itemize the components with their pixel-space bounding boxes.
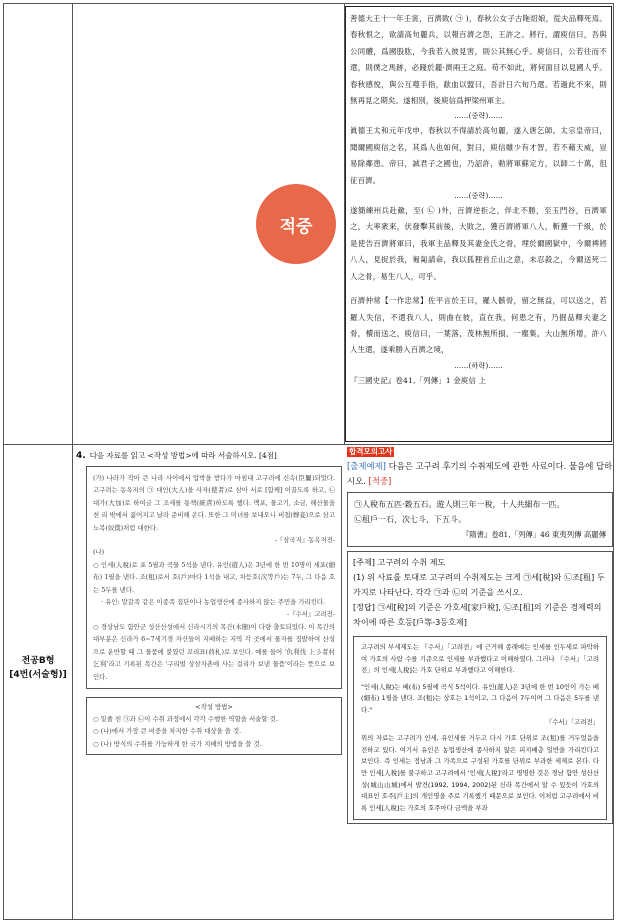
mock-answer: [정답] ㉠세[稅]의 기준은 가호세[家戶稅], ㉡조[租]의 기준은 경제력의 차이에 따른 호등[戶等-3등호제] xyxy=(353,602,602,627)
hit-label: [적중] xyxy=(368,476,392,486)
exam-question xyxy=(76,450,342,920)
passage-ga-citation: -『삼국지』동옥저전- xyxy=(274,536,335,545)
source-citation: 『三國史記』卷41,「列傳」1 金庾信 上 xyxy=(350,375,487,385)
passage-na-note: · 유인: 말갈족 같은 이종족 집단이나 농업생산에 종사하지 않는 주민을 가리킨다. xyxy=(101,598,326,607)
left-column-divider xyxy=(72,4,73,919)
question-header xyxy=(76,450,342,462)
mock-source-box xyxy=(347,492,613,547)
explanation-quote: "인세(人稅)는 베(布) 5필에 곡식 5석이다. 유인(遊人)은 3년에 한 번 10인이 가는 베(細布) 1필을 낸다. 조(租)는 상호는 1석이고, 그 다음이 7두이며 그 다음은 5두를 낸다." xyxy=(361,682,599,714)
mock-exam-tag: 합격모의고사 xyxy=(349,447,393,456)
explanation-citation: 『수서』「고려전」 xyxy=(545,717,599,726)
passage-na: ○ 인세(人稅)로 포 5필과 곡물 5석을 낸다. 유인(遊人)은 3년에 한 번 10명이 세포(細布) 1필을 낸다. 조(租)로서 호(戶)마다 1석을 내고, 차등호(次等戶)는 7두, 그 다음 호는 5두를 낸다. xyxy=(93,560,335,594)
mock-topic: [주제] 고구려의 수취 제도 xyxy=(353,557,446,567)
passage-na-label: (나) xyxy=(93,548,105,557)
mock-exam xyxy=(347,447,613,921)
omission-mark: ……(중략)…… xyxy=(454,112,503,121)
explanation-paragraph: 위의 자료는 고구려가 인세, 유인세를 거두고 다시 가호 단위로 조(租)를 거두었음을 전하고 있다. 여기서 유인은 농업생산에 종사하지 않은 피지배층 일반을 가리킨다고 보인다. 즉 인세는 정남과 그 가족으로 구성된 가호를 단위로 부과한 세제로 본다. 다만 인세[人稅]를 불구하고 고구려에서 '인세[人稅]'라고 명명한 것은 경남 함안 성산산성(城山山城)에서 발견(1992, 1994, 2002)된 신라 목간에서 알 수 있듯이 가호의 대표인 호주[戶主]의 개인명을 주로 기록했기 때문으로 보인다. 이처럼 고구려에서 비록 인세[人稅]는 가호의 호주마다 금액을 부과 xyxy=(361,734,599,812)
source-paragraph: 眞德王太和元年戊申，春秋以不得請於高句麗，遂入唐乞師。太宗皇帝曰，聞爾國庾信之名，其爲人也如何，對曰，庾信雖少有才智，若不藉天威，豈易除鄰患。帝曰，誠君子之國也，乃詔許，勅將軍蘇定方，以師二十萬，徂征百濟。 xyxy=(350,126,607,185)
mock-source-line: ㉠人稅布五匹·穀五石。遊人則三年一稅，十人共細布一匹。 xyxy=(354,500,565,509)
source-paragraph: 遂簡練州兵赴敵，至( ㉡ )外，百濟逆拒之，伴北不勝，至玉門谷，百濟軍之，大率衆來，伏發擊其前後，大敗之，獲百濟將軍八人，斬獲一千級，於是使告百濟將軍曰，我軍主品釋及其妻金氏之骨，埋於爾國獄中，今爾裨將八人，見捉於我，匍匐請命，我以狐狸首丘山之意，未忍殺之，今爾送死二人之骨，易生八人，可乎。 xyxy=(350,206,607,281)
passage-ga: (가) 나라가 작아 큰 나라 사이에서 압박을 받다가 마침내 고구려에 신속(臣屬)되었다. 고구려는 동옥저의 ㉠ 대인(大人)을 사자(使者)로 삼아 서로 [함께] 이끌도록 하고, ㉡ 대가(大加)로 하여금 그 조세를 통책(統責)하도록 했다. 맥포, 물고기, 소금, 해산물을 천 리 밖에서 짊어지고 날라 준비해 온다. 또한 그 미녀를 보내오니 비첩(婢妾)으로 삼고 노복(奴僕)처럼 대한다. xyxy=(93,474,335,532)
row-divider xyxy=(4,444,613,445)
condition-item: ○ (나)에서 가장 큰 비중을 차지한 수취 대상을 쓸 것. xyxy=(93,727,242,736)
explanation-paragraph: 고구려의 부세제도는 『수서』「고려전」에 근거해 종래에는 인세를 인두세로 파악하여 가호의 사람 수를 기준으로 인세를 부과했다고 이해하였다. 그러나 『수서』「고려전」의 인세[人稅]는 가호 단위로 부과했다고 이해한다. xyxy=(361,643,599,675)
exam-type: 전공B형 xyxy=(21,656,55,666)
exam-section-label xyxy=(4,654,72,682)
condition-item: ○ (나) 방식의 수취를 가능하게 한 국가 지배의 방법을 쓸 것. xyxy=(93,739,262,748)
question-passage-box xyxy=(86,466,342,689)
intro-text: 다음은 고구려 후기의 수취제도에 관한 사료이다. 물음에 답하시오. xyxy=(347,461,613,486)
conditions-box xyxy=(86,697,342,755)
omission-mark: ……(하략)…… xyxy=(454,361,503,370)
hit-stamp-badge xyxy=(256,184,336,264)
hit-stamp-label: 적중 xyxy=(279,216,313,237)
passage-da: ○ 경상남도 함안군 성산산성에서 신라시기의 목간(木簡)이 다량 출토되었다. 이 목간의 대부분은 신라가 6~7세기경 자신들이 지배하는 지역 각 곳에서 물자를 징발하여 산성으로 운반할 때 그 물품에 붙였던 꼬리표(荷札)로 보인다. 예를 들어 '仇利伐 上彡者村 乞利'라고 기록된 목간은 '구리벌 상삼자촌에 사는 걸리가 보낸 물품'이라는 뜻으로 보인다. xyxy=(93,622,335,681)
example-label: [출제예제] xyxy=(347,461,386,471)
mock-question-box xyxy=(347,551,613,824)
mock-source-citation: 『隋書』卷81,「列傳」46 東夷列傳 高麗傳 xyxy=(461,530,606,539)
source-paragraph: 百濟仲常【一作忠常】佐平言於王曰，羅人骸骨，留之無益，可以送之，若羅人失信，不還我八人，則曲在彼，直在我，何患之有，乃掘品釋夫妻之骨，櫝而送之，庾信曰，一葉落，茂林無所損，一塵集，大山無所增，許八人生還，遂乘勝入百濟之境， xyxy=(350,296,607,355)
question-number: 4. xyxy=(76,451,86,461)
conditions-title: <작성 방법> xyxy=(195,702,233,711)
passage-na-citation: -『수서』고려전- xyxy=(287,610,335,619)
source-paragraph: 善德大王十一年壬寅，百濟敗( ㉠ )，春秋公女子古陁炤娘，從夫品釋死焉。春秋恨之，欲請高句麗兵，以報百濟之怨，王許之。將行，謂庾信曰，吾與公同體，爲國股肱，今我若入彼見害，則公其無心乎。庾信曰，公若往而不還，則僕之馬跡，必踐於麗·濟兩王之庭。苟不如此，將何面目以見國人乎。春秋感悅，與公互噬手指，歃血以盟曰，吾計日六旬乃還。若過此不來，則無再見之期矣。遂相別，後庾信爲押梁州軍主。 xyxy=(350,14,607,106)
question-prompt: 다음 자료를 읽고 <작성 방법>에 따라 서술하시오. [4점] xyxy=(89,451,277,460)
mock-intro xyxy=(347,459,613,489)
top-source-box xyxy=(345,6,612,442)
omission-mark: ……(중략)…… xyxy=(454,192,503,201)
explanation-box xyxy=(353,636,607,820)
exam-question-no: [4번(서술형)] xyxy=(9,670,67,680)
mock-source-line: ㉡租戶一石，次七斗，下五斗。 xyxy=(354,515,466,524)
mock-question: (1) 위 사료를 토대로 고구려의 수취제도는 크게 ㉠세[稅]와 ㉡조[租] 두 가지로 나타난다. 각각 ㉠과 ㉡의 기준을 쓰시오. xyxy=(353,572,605,597)
condition-item: ○ 밑줄 친 ㉠과 ㉡이 수취 과정에서 각각 수행한 역할을 서술할 것. xyxy=(93,714,278,723)
page-frame xyxy=(3,3,614,920)
